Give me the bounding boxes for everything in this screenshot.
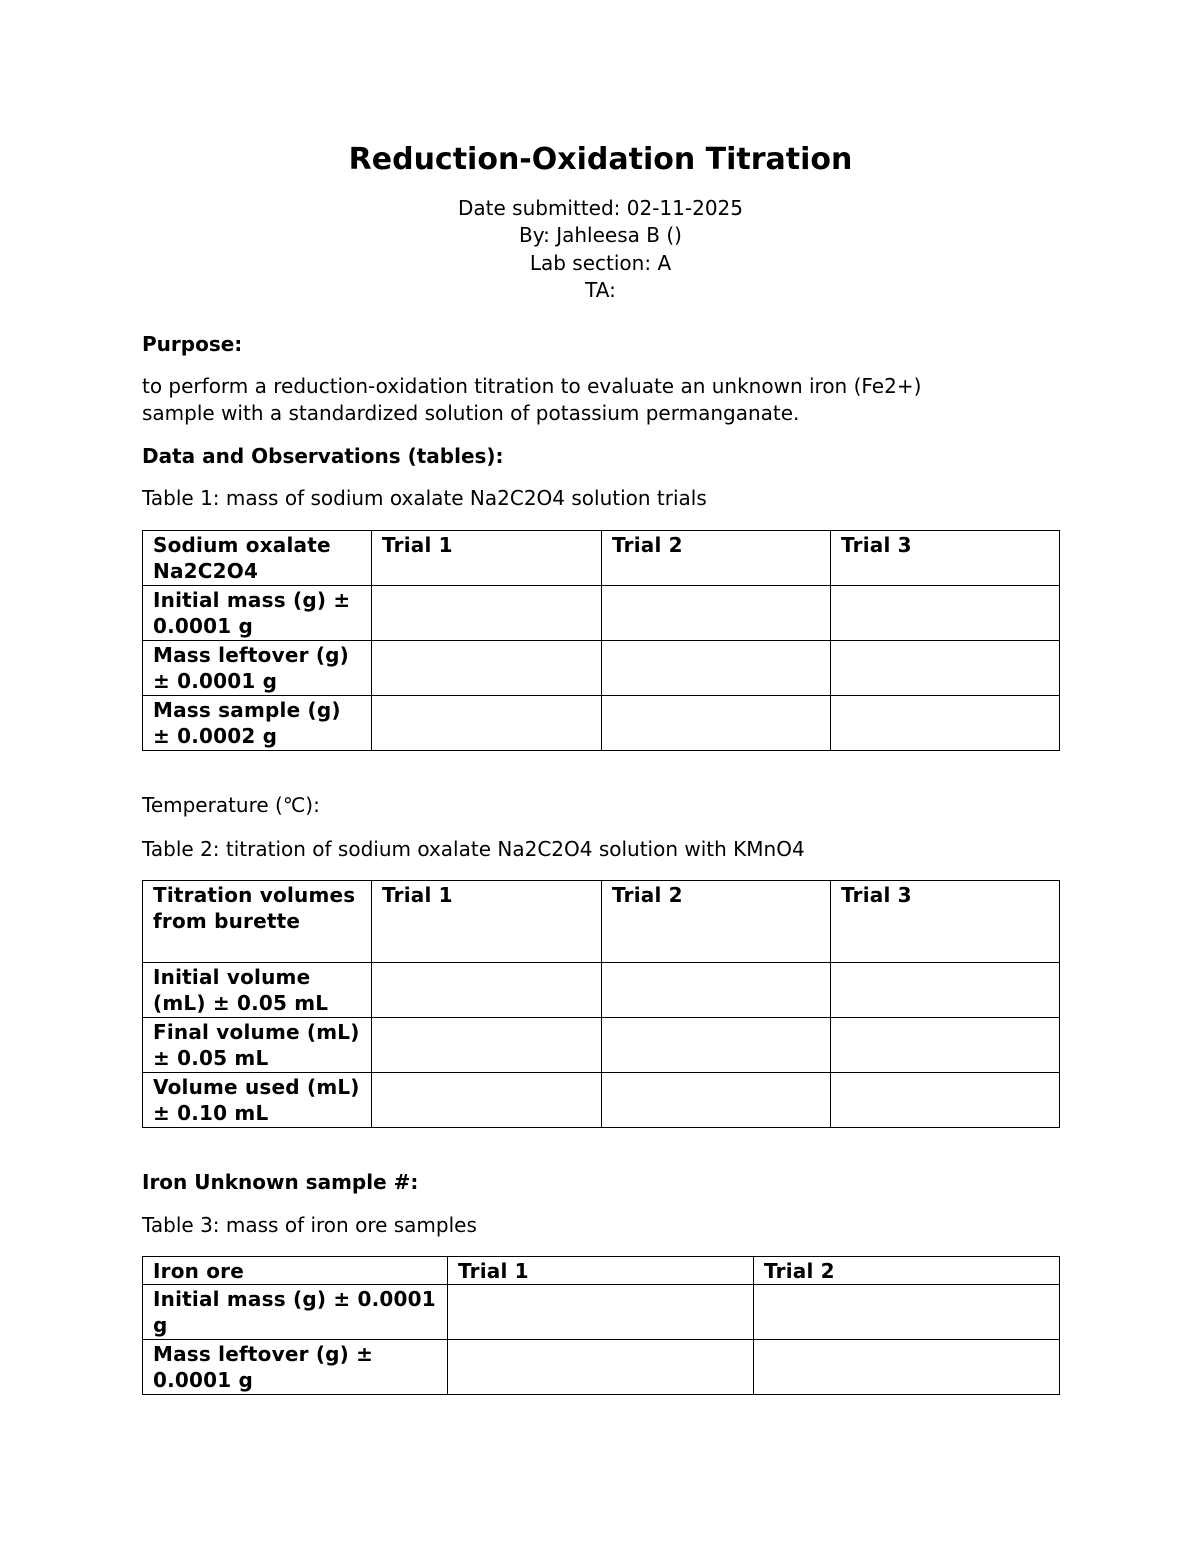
table-header-cell: Trial 1 xyxy=(372,881,602,963)
table-header-cell: Trial 2 xyxy=(754,1257,1060,1285)
row-label: Mass sample (g) ± 0.0002 g xyxy=(143,696,372,751)
table-header-cell: Trial 1 xyxy=(372,531,602,586)
table-row xyxy=(143,963,1060,1018)
table1-sodium-oxalate-mass xyxy=(142,530,1060,751)
table-row xyxy=(143,1073,1060,1128)
data-cell[interactable] xyxy=(372,696,602,751)
table-header-cell: Trial 3 xyxy=(831,531,1060,586)
table-header-cell: Titration volumes from burette xyxy=(143,881,372,963)
row-label: Initial mass (g) ± 0.0001 g xyxy=(143,1285,448,1340)
table-header-cell: Trial 2 xyxy=(602,531,831,586)
table2-titration-volumes xyxy=(142,880,1060,1128)
table-row xyxy=(143,1285,1060,1340)
document-title: Reduction-Oxidation Titration xyxy=(348,142,853,177)
data-cell[interactable] xyxy=(372,1018,602,1073)
data-cell[interactable] xyxy=(602,1018,831,1073)
data-cell[interactable] xyxy=(602,586,831,641)
data-cell[interactable] xyxy=(831,1073,1060,1128)
data-cell[interactable] xyxy=(448,1285,754,1340)
table-header-row xyxy=(143,1257,1060,1285)
table-header-row xyxy=(143,531,1060,586)
table2-caption: Table 2: titration of sodium oxalate Na2C2O4 solution with KMnO4 xyxy=(142,837,805,861)
data-cell[interactable] xyxy=(831,963,1060,1018)
data-cell[interactable] xyxy=(602,1073,831,1128)
table-row xyxy=(143,1018,1060,1073)
data-cell[interactable] xyxy=(602,963,831,1018)
lab-section: Lab section: A xyxy=(529,251,672,275)
purpose-heading: Purpose: xyxy=(142,332,243,356)
data-cell[interactable] xyxy=(372,586,602,641)
row-label: Mass leftover (g) ± 0.0001 g xyxy=(143,641,372,696)
table-row xyxy=(143,641,1060,696)
table-header-cell: Iron ore xyxy=(143,1257,448,1285)
data-cell[interactable] xyxy=(602,696,831,751)
data-cell[interactable] xyxy=(602,641,831,696)
table-row xyxy=(143,1340,1060,1395)
table-header-row xyxy=(143,881,1060,963)
table-header-cell: Trial 2 xyxy=(602,881,831,963)
row-label: Volume used (mL) ± 0.10 mL xyxy=(143,1073,372,1128)
purpose-text-line-2: sample with a standardized solution of potassium permanganate. xyxy=(142,401,800,425)
row-label: Final volume (mL) ± 0.05 mL xyxy=(143,1018,372,1073)
data-cell[interactable] xyxy=(831,641,1060,696)
iron-unknown-heading: Iron Unknown sample #: xyxy=(142,1170,419,1194)
date-submitted: Date submitted: 02-11-2025 xyxy=(458,196,743,220)
data-cell[interactable] xyxy=(754,1285,1060,1340)
data-cell[interactable] xyxy=(372,1073,602,1128)
table-header-cell: Trial 1 xyxy=(448,1257,754,1285)
row-label: Mass leftover (g) ± 0.0001 g xyxy=(143,1340,448,1395)
temperature-label: Temperature (℃): xyxy=(142,793,320,817)
row-label: Initial mass (g) ± 0.0001 g xyxy=(143,586,372,641)
table-row xyxy=(143,586,1060,641)
data-cell[interactable] xyxy=(831,1018,1060,1073)
data-cell[interactable] xyxy=(831,586,1060,641)
table-header-cell: Sodium oxalate Na2C2O4 xyxy=(143,531,372,586)
table3-caption: Table 3: mass of iron ore samples xyxy=(142,1213,477,1237)
table-header-cell: Trial 3 xyxy=(831,881,1060,963)
purpose-text-line-1: to perform a reduction-oxidation titration to evaluate an unknown iron (Fe2+) xyxy=(142,374,922,398)
author-line: By: Jahleesa B () xyxy=(519,223,682,247)
data-observations-heading: Data and Observations (tables): xyxy=(142,444,504,468)
data-cell[interactable] xyxy=(831,696,1060,751)
table-row xyxy=(143,696,1060,751)
data-cell[interactable] xyxy=(372,963,602,1018)
ta-line: TA: xyxy=(585,278,616,302)
row-label: Initial volume (mL) ± 0.05 mL xyxy=(143,963,372,1018)
table1-caption: Table 1: mass of sodium oxalate Na2C2O4 solution trials xyxy=(142,486,707,510)
data-cell[interactable] xyxy=(448,1340,754,1395)
data-cell[interactable] xyxy=(372,641,602,696)
table3-iron-ore-mass xyxy=(142,1256,1060,1395)
data-cell[interactable] xyxy=(754,1340,1060,1395)
